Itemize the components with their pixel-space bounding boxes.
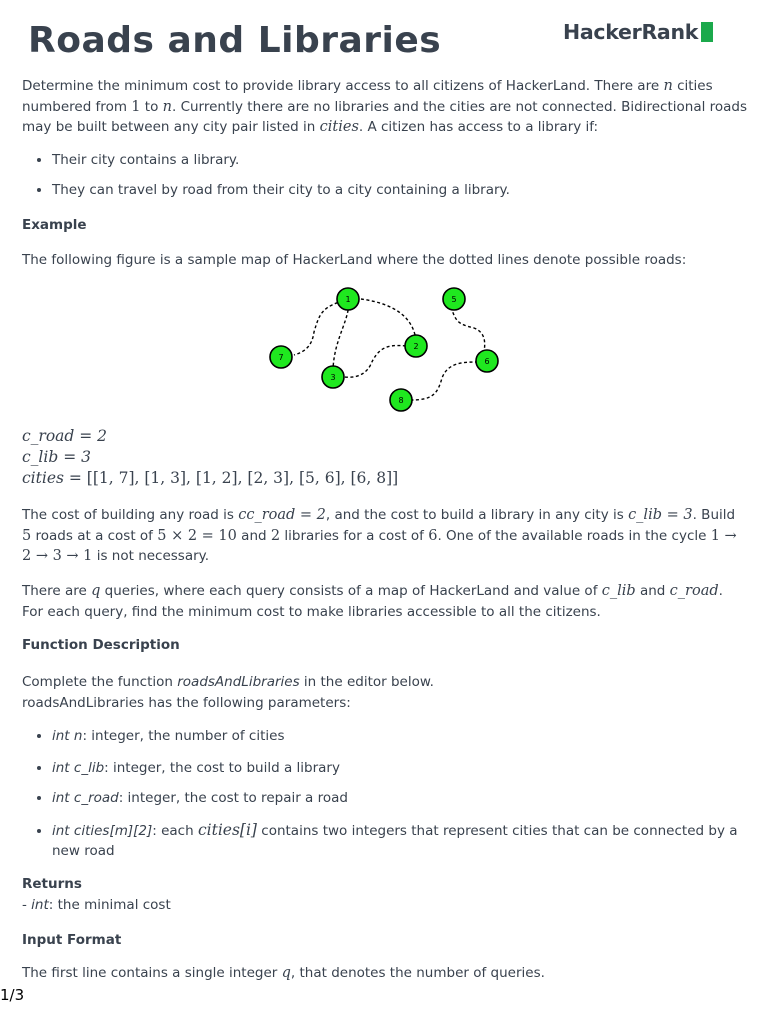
- math-cities: cities: [319, 119, 359, 135]
- returns-heading: Returns: [22, 876, 82, 892]
- parameters-list: [22, 726, 748, 861]
- text: is not necessary.: [92, 548, 210, 564]
- param-name: int c_road: [52, 790, 119, 806]
- input-format-heading: Input Format: [22, 932, 122, 948]
- returns-line: [22, 897, 748, 913]
- math-c-road: c_road: [669, 583, 719, 599]
- intro-text-c: to: [140, 98, 163, 115]
- hackerrank-logo: [563, 20, 713, 44]
- city-label: 7: [278, 353, 284, 362]
- param-name: int c_lib: [52, 760, 105, 776]
- math-c-lib: c_lib = 3: [628, 507, 693, 523]
- explanation-paragraph: [22, 505, 748, 567]
- param-name: int n: [52, 728, 83, 744]
- math-five: 5: [22, 527, 32, 544]
- text: , and the cost to build a library in any city is: [325, 507, 629, 523]
- page-indicator: 1/3: [0, 986, 25, 1004]
- text: and: [635, 583, 670, 599]
- param-desc: : each: [152, 823, 198, 839]
- city-label: 8: [398, 396, 404, 405]
- intro-paragraph: [22, 76, 748, 138]
- city-label: 5: [451, 295, 457, 304]
- text: , that denotes the number of queries.: [290, 965, 545, 981]
- math-c-lib: c_lib: [601, 583, 636, 599]
- list-item: • They can travel by road from their city to a city containing a library.: [52, 180, 748, 200]
- city-label: 2: [413, 342, 419, 351]
- math-one: 1: [131, 98, 141, 115]
- math-q: q: [281, 965, 291, 981]
- list-item: [52, 820, 748, 861]
- intro-section: [22, 76, 748, 200]
- queries-paragraph: [22, 581, 748, 622]
- cities-array: = [[1, 7], [1, 3], [1, 2], [2, 3], [5, 6], [6, 8]]: [63, 469, 399, 487]
- text: . One of the available roads in the cycle: [437, 527, 711, 544]
- list-item: [52, 726, 748, 746]
- param-desc: : integer, the cost to repair a road: [118, 790, 348, 806]
- text: . For each query, find the minimum cost to make libraries accessible to all the citizens.: [22, 583, 723, 620]
- function-name: roadsAndLibraries: [177, 674, 300, 690]
- intro-text-d: . Currently there are no libraries and the cities are not connected. Bidirectional roads may be built between any city pair listed in: [22, 98, 748, 135]
- access-conditions-list: [22, 150, 748, 200]
- math-cities: cities: [22, 469, 64, 487]
- math-n: n: [162, 98, 172, 115]
- hackerland-map-figure: [262, 282, 512, 417]
- road-6-8: [412, 362, 478, 400]
- logo-text: HackerRank: [563, 20, 699, 44]
- math-n: n: [663, 78, 673, 94]
- intro-text-a: Determine the minimum cost to provide library access to all citizens of HackerLand. There are: [22, 78, 664, 94]
- city-label: 6: [484, 357, 490, 366]
- c-road-value: c_road = 2: [22, 427, 108, 445]
- math-q: q: [91, 583, 101, 599]
- param-name: int cities[m][2]: [52, 823, 153, 839]
- logo-mark-icon: [701, 22, 713, 42]
- text: There are: [22, 583, 92, 599]
- road-5-6: [451, 307, 485, 352]
- param-desc: : integer, the number of cities: [82, 728, 285, 744]
- text: libraries for a cost of: [280, 527, 429, 544]
- intro-text-e: . A citizen has access to a library if:: [358, 119, 599, 135]
- city-label: 3: [330, 373, 336, 382]
- list-item: [52, 788, 748, 808]
- text: -: [22, 897, 32, 913]
- text: queries, where each query consists of a map of HackerLand and value of: [100, 583, 602, 599]
- return-type: int: [31, 897, 49, 913]
- function-description-heading: Function Description: [22, 637, 180, 653]
- figure-caption: The following figure is a sample map of HackerLand where the dotted lines denote possible roads:: [22, 252, 687, 268]
- road-2-3: [344, 346, 406, 378]
- text: The cost of building any road is: [22, 507, 239, 523]
- page-title: Roads and Libraries: [28, 20, 442, 61]
- text: roads at a cost of: [31, 527, 158, 544]
- road-1-2: [361, 299, 416, 340]
- example-values: [22, 426, 748, 489]
- list-item: • Their city contains a library.: [52, 150, 748, 170]
- params-intro: roadsAndLibraries has the following parameters:: [22, 694, 351, 711]
- list-item: [52, 758, 748, 778]
- math-calc: 5 × 2 = 10: [157, 527, 237, 544]
- input-format-line: [22, 965, 748, 981]
- example-heading: Example: [22, 217, 87, 233]
- text: Complete the function: [22, 674, 178, 690]
- text: and: [236, 527, 271, 544]
- c-lib-value: c_lib = 3: [22, 448, 91, 466]
- return-desc: : the minimal cost: [48, 897, 171, 913]
- param-desc: : integer, the cost to build a library: [104, 760, 340, 776]
- math-two: 2: [270, 527, 281, 544]
- math-cycle: 1 → 2 → 3 → 1: [22, 527, 737, 564]
- text: . Build: [692, 507, 736, 523]
- math-six: 6: [428, 527, 438, 544]
- text: in the editor below.: [299, 674, 434, 690]
- text: The first line contains a single integer: [22, 965, 282, 981]
- param-desc: contains two integers that represent cities that can be connected by a new road: [52, 823, 738, 859]
- math-cities-i: cities[i]: [197, 821, 257, 839]
- intro-text-b: cities numbered from: [22, 78, 713, 115]
- cities-value: [22, 468, 748, 489]
- math-cc-road: cc_road = 2: [238, 507, 326, 523]
- city-label: 1: [345, 295, 351, 304]
- function-description: [22, 672, 748, 861]
